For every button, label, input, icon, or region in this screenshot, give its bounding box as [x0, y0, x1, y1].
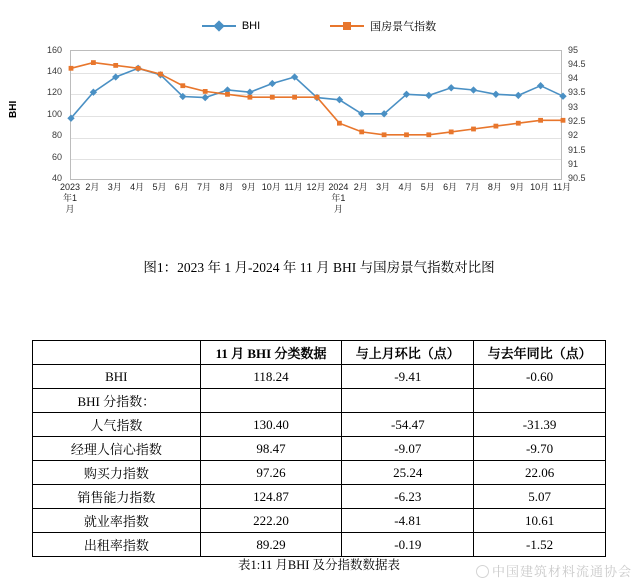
y-right-tick-91: 91: [568, 159, 579, 169]
series-point: [425, 92, 432, 99]
figure-caption: 图1：2023 年 1 月-2024 年 11 月 BHI 与国房景气指数对比图: [143, 260, 495, 275]
x-tick-label: 5月: [152, 182, 167, 192]
series-point: [91, 60, 96, 65]
table-header-cell-0: [33, 341, 201, 365]
legend-marker-bhi: [202, 21, 236, 31]
row-label: 经理人信心指数: [33, 437, 201, 461]
series-point: [202, 94, 209, 101]
y-right-tick-93: 93: [568, 102, 579, 112]
x-tick-label: 8月: [219, 182, 234, 192]
series-point: [113, 63, 118, 68]
row-yoy: 10.61: [474, 509, 606, 533]
y-right-tick-94: 94: [568, 73, 579, 83]
x-tick-label: 6月: [443, 182, 458, 192]
series-point: [470, 86, 477, 93]
series-point: [69, 66, 74, 71]
table-row: [33, 509, 606, 533]
bhi-data-table: [32, 340, 606, 557]
y-left-tick-80: 80: [51, 130, 62, 140]
series-point: [270, 95, 275, 100]
row-mom: -9.07: [342, 437, 474, 461]
series-point: [515, 92, 522, 99]
y-right-tick-92.5: 92.5: [568, 116, 586, 126]
table-row: [33, 389, 606, 413]
y-right-tick-91.5: 91.5: [568, 145, 586, 155]
x-tick-label: 9月: [510, 182, 525, 192]
table-row: [33, 365, 606, 389]
row-value: 222.20: [200, 509, 342, 533]
x-tick-label: 7月: [465, 182, 480, 192]
x-tick-label: 12月: [306, 182, 326, 192]
row-value: 97.26: [200, 461, 342, 485]
row-mom: -0.19: [342, 533, 474, 557]
table-header-cell-1: 11 月 BHI 分类数据: [200, 341, 342, 365]
watermark-text: 中国建筑材料流通协会: [491, 564, 632, 579]
x-tick-label: 4月: [398, 182, 413, 192]
y-right-tick-90.5: 90.5: [568, 173, 586, 183]
series-point: [337, 121, 342, 126]
series-point: [494, 124, 499, 129]
row-mom: -6.23: [342, 485, 474, 509]
row-yoy: -31.39: [474, 413, 606, 437]
legend-marker-real-estate-index: [330, 21, 364, 31]
row-yoy: -1.52: [474, 533, 606, 557]
x-tick-label: 2月: [353, 182, 368, 192]
x-tick-label: 2月: [85, 182, 100, 192]
row-label: BHI 分指数：: [33, 389, 201, 413]
table-row: [33, 461, 606, 485]
y-left-tick-100: 100: [46, 109, 62, 119]
row-yoy: 22.06: [474, 461, 606, 485]
series-point: [516, 121, 521, 126]
x-tick-label: 5月: [420, 182, 435, 192]
row-yoy: -9.70: [474, 437, 606, 461]
series-point: [559, 93, 566, 100]
row-mom: -54.47: [342, 413, 474, 437]
series-point: [180, 83, 185, 88]
line-chart: [0, 40, 638, 214]
series-point: [537, 82, 544, 89]
table-row: [33, 437, 606, 461]
table-row: [33, 413, 606, 437]
x-tick-label: 8月: [487, 182, 502, 192]
legend-label-real-estate-index: 国房景气指数: [370, 21, 437, 33]
y-left-tick-120: 120: [46, 87, 62, 97]
series-point: [404, 132, 409, 137]
series-point: [315, 95, 320, 100]
table-caption: 表1:11 月BHI 及分指数数据表: [237, 558, 401, 572]
row-label: 销售能力指数: [33, 485, 201, 509]
table-header-row: [33, 341, 606, 365]
row-value: 118.24: [200, 365, 342, 389]
y-right-tick-95: 95: [568, 45, 579, 55]
series-point: [292, 95, 297, 100]
x-tick-label: 9月: [241, 182, 256, 192]
series-line-1: [71, 68, 563, 118]
table-header-cell-2: 与上月环比（点）: [342, 341, 474, 365]
data-table-wrap: [32, 340, 606, 557]
x-tick-label: 10月: [261, 182, 281, 192]
row-label: 购买力指数: [33, 461, 201, 485]
y-left-tick-140: 140: [46, 66, 62, 76]
x-axis-tick-labels: [59, 182, 572, 226]
series-point: [492, 91, 499, 98]
row-yoy: [474, 389, 606, 413]
x-tick-label: 7月: [197, 182, 212, 192]
row-value: 98.47: [200, 437, 342, 461]
series-point: [246, 89, 253, 96]
series-point: [426, 132, 431, 137]
x-tick-label: 4月: [130, 182, 145, 192]
series-point: [448, 84, 455, 91]
y-left-tick-160: 160: [46, 45, 62, 55]
row-label: 人气指数: [33, 413, 201, 437]
series-point: [203, 89, 208, 94]
legend-item-real-estate-index: [330, 18, 436, 34]
chart-series-layer: [71, 51, 563, 181]
row-mom: -9.41: [342, 365, 474, 389]
chart-plot-area: [70, 50, 562, 180]
series-point: [359, 130, 364, 135]
row-mom: 25.24: [342, 461, 474, 485]
x-tick-label: 11月: [552, 182, 572, 192]
watermark: [476, 561, 632, 580]
series-point: [225, 92, 230, 97]
x-tick-label: 11月: [284, 182, 303, 192]
series-point: [471, 127, 476, 132]
table-row: [33, 485, 606, 509]
series-point: [449, 130, 454, 135]
y-left-tick-60: 60: [51, 152, 62, 162]
row-value: 124.87: [200, 485, 342, 509]
chart-legend: [0, 18, 638, 34]
x-tick-label: 10月: [530, 182, 550, 192]
y-right-tick-93.5: 93.5: [568, 87, 586, 97]
watermark-circle-icon: [476, 565, 489, 578]
row-yoy: 5.07: [474, 485, 606, 509]
y-left-tick-40: 40: [51, 173, 62, 183]
y-axis-title-left: BHI: [8, 100, 19, 118]
x-tick-label: 2023 年1 月: [59, 182, 81, 214]
x-tick-label: 3月: [376, 182, 391, 192]
series-point: [382, 132, 387, 137]
row-value: 89.29: [200, 533, 342, 557]
table-header-cell-3: 与去年同比（点）: [474, 341, 606, 365]
y-right-tick-94.5: 94.5: [568, 59, 586, 69]
row-label: 出租率指数: [33, 533, 201, 557]
legend-item-bhi: [202, 18, 260, 34]
series-point: [561, 118, 566, 123]
row-value: [200, 389, 342, 413]
series-point: [136, 66, 141, 71]
table-row: [33, 533, 606, 557]
series-point: [269, 80, 276, 87]
series-point: [158, 72, 163, 77]
legend-label-bhi: BHI: [241, 20, 261, 32]
series-point: [358, 110, 365, 117]
series-point: [538, 118, 543, 123]
series-point: [248, 95, 253, 100]
row-label: 就业率指数: [33, 509, 201, 533]
x-tick-label: 2024 年1 月: [328, 182, 349, 214]
y-right-tick-92: 92: [568, 130, 579, 140]
row-mom: -4.81: [342, 509, 474, 533]
row-yoy: -0.60: [474, 365, 606, 389]
row-label: BHI: [33, 365, 201, 389]
row-value: 130.40: [200, 413, 342, 437]
row-mom: [342, 389, 474, 413]
x-tick-label: 3月: [107, 182, 122, 192]
x-tick-label: 6月: [174, 182, 189, 192]
